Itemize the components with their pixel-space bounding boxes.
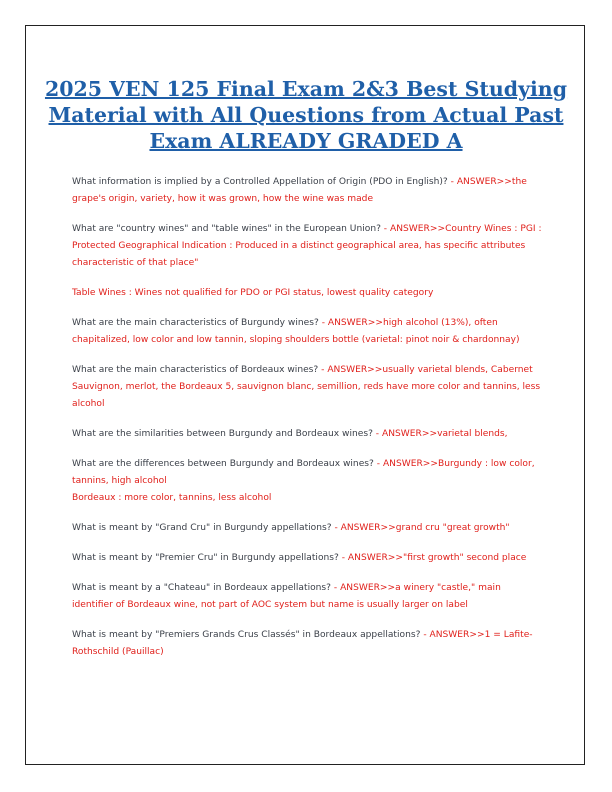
answer-separator: - [373, 459, 383, 469]
question-text: What is meant by "Premier Cru" in Burgundy appellations? [72, 553, 339, 563]
question-text: What is meant by a "Chateau" in Bordeaux appellations? [72, 583, 331, 593]
qa-item [72, 174, 542, 208]
answer-separator: - [447, 177, 457, 187]
qa-item [72, 456, 542, 507]
answer-text: ANSWER>>"first growth" second place [347, 553, 527, 563]
answer-text: ANSWER>>Country Wines : PGI : Protected Geographical Indication : Produced in a distinct geographical area, has specific attributes characteristic of that place" [72, 224, 542, 268]
qa-item [72, 285, 542, 302]
qa-list [72, 174, 542, 674]
answer-separator: - [331, 583, 341, 593]
qa-item [72, 426, 542, 443]
answer-separator: - [318, 365, 328, 375]
question-text: What are the main characteristics of Bordeaux wines? [72, 365, 319, 375]
question-text: What are the differences between Burgundy and Bordeaux wines? [72, 459, 374, 469]
answer-text: ANSWER>>1 = Lafite-Rothschild (Pauillac) [72, 630, 533, 657]
answer-text: ANSWER>>a winery "castle," main identifier of Bordeaux wine, not part of AOC system but name is usually larger on label [72, 583, 501, 610]
qa-item [72, 520, 542, 537]
question-text: What are the similarities between Burgundy and Bordeaux wines? [72, 429, 373, 439]
qa-item [72, 315, 542, 349]
answer-separator: - [380, 224, 390, 234]
qa-item [72, 580, 542, 614]
question-text: What is meant by "Grand Cru" in Burgundy appellations? [72, 523, 332, 533]
question-text: What information is implied by a Controlled Appellation of Origin (PDO in English)? [72, 177, 448, 187]
answer-text: ANSWER>>high alcohol (13%), often chapitalized, low color and low tannin, sloping shoulders bottle (varietal: pinot noir & chardonnay) [72, 318, 520, 345]
qa-item [72, 627, 542, 661]
document-title: 2025 VEN 125 Final Exam 2&3 Best Studying Material with All Questions from Actual Past Exam ALREADY GRADED A [44, 77, 568, 153]
answer-separator: - [318, 318, 328, 328]
answer-separator: - [420, 630, 430, 640]
answer-text: ANSWER>>Burgundy : low color, tannins, high alcohol [72, 459, 535, 486]
answer-separator: - [372, 429, 382, 439]
qa-item [72, 362, 542, 413]
question-text: What are the main characteristics of Burgundy wines? [72, 318, 319, 328]
answer-separator: - [331, 523, 341, 533]
question-text: What are "country wines" and "table wines" in the European Union? [72, 224, 381, 234]
qa-item [72, 221, 542, 272]
question-text: What is meant by "Premiers Grands Crus Classés" in Bordeaux appellations? [72, 630, 421, 640]
answer-separator: - [338, 553, 348, 563]
answer-text: Table Wines : Wines not qualified for PDO or PGI status, lowest quality category [72, 288, 434, 298]
answer-text: ANSWER>>usually varietal blends, Cabernet Sauvignon, merlot, the Bordeaux 5, sauvignon blanc, semillion, reds have more color and tannins, less alcohol [72, 365, 541, 409]
answer-text: ANSWER>>grand cru "great growth" [340, 523, 510, 533]
answer-text: ANSWER>>varietal blends, [381, 429, 508, 439]
answer-text: ANSWER>>the grape's origin, variety, how it was grown, how the wine was made [72, 177, 527, 204]
qa-item [72, 550, 542, 567]
answer-text-continued: Bordeaux : more color, tannins, less alcohol [72, 493, 272, 503]
